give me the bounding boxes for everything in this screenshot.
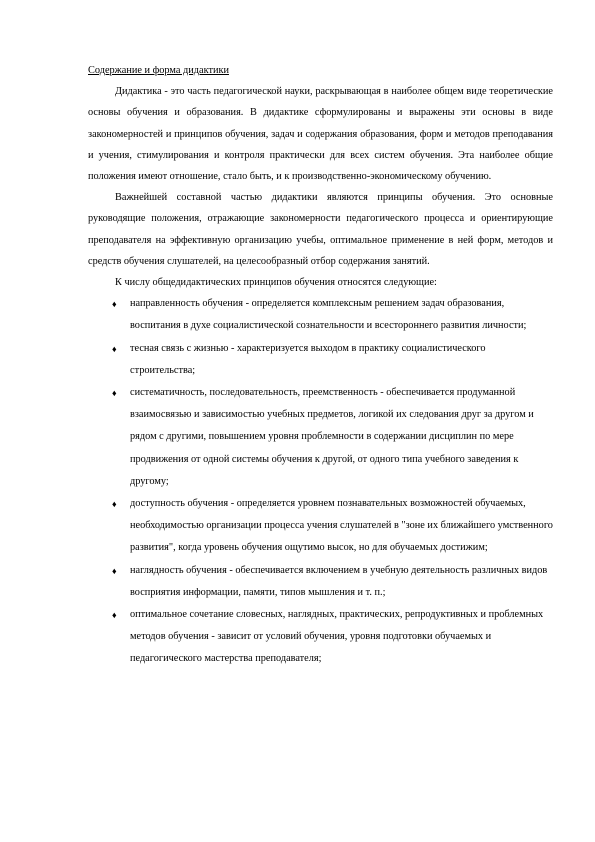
list-item bbox=[88, 560, 553, 604]
diamond-bullet-icon: ♦ bbox=[112, 499, 117, 510]
list-item bbox=[88, 293, 553, 337]
diamond-bullet-icon: ♦ bbox=[112, 565, 117, 576]
section-heading: Содержание и форма дидактики bbox=[88, 65, 229, 76]
list-item-text: наглядность обучения - обеспечивается включением в учебную деятельность различных видов восприятия информации, памяти, типов мышления и т. п.; bbox=[130, 564, 548, 598]
list-intro: К числу общедидактических принципов обучения относятся следующие: bbox=[115, 277, 437, 289]
list-item bbox=[88, 493, 553, 560]
list-item bbox=[88, 604, 553, 671]
list-item-text: тесная связь с жизнью - характеризуется выходом в практику социалистического строительства; bbox=[130, 342, 486, 376]
list-item-text: систематичность, последовательность, преемственность - обеспечивается продуманной взаимосвязью и зависимостью учебных предметов, логикой их следования друг за другом и рядом с другими, повышением уровня проблемности в содержании дисциплин по мере продвижения от одной системы обучения к другой, от одного типа учебного заведения к другому; bbox=[130, 387, 534, 487]
principles-list bbox=[88, 293, 553, 670]
list-item-text: направленность обучения - определяется комплексным решением задач образования, воспитания в духе социалистической сознательности и всестороннего развития личности; bbox=[130, 298, 527, 332]
diamond-bullet-icon: ♦ bbox=[112, 343, 117, 354]
diamond-bullet-icon: ♦ bbox=[112, 299, 117, 310]
list-item bbox=[88, 338, 553, 382]
document-page bbox=[88, 60, 553, 671]
list-item-text: доступность обучения - определяется уровнем познавательных возможностей обучаемых, необходимостью организации процесса учения слушателей в "зоне их ближайшего умственного развития", когда уровень обучения ощутимо высок, но для обучаемых достижим; bbox=[130, 498, 553, 554]
diamond-bullet-icon: ♦ bbox=[112, 388, 117, 399]
list-item bbox=[88, 382, 553, 493]
diamond-bullet-icon: ♦ bbox=[112, 610, 117, 621]
paragraph-didactics-definition: Дидактика - это часть педагогической науки, раскрывающая в наиболее общем виде теоретические основы обучения и образования. В дидактике сформулированы и выражены эти основы в виде закономерностей и принципов обучения, задач и содержания образования, форм и методов преподавания и учения, стимулирования и контроля практически для всех систем обучения. Эта наиболее общие положения имеют отношение, стало быть, и к производственно-экономическому обучению. bbox=[88, 86, 553, 183]
paragraph-principles-importance: Важнейшей составной частью дидактики являются принципы обучения. Это основные руководящие положения, отражающие закономерности педагогического процесса и ориентирующие преподавателя на эффективную организацию учебы, оптимальное применение в ней форм, методов и средств обучения слушателей, на целесообразный отбор содержания занятий. bbox=[88, 192, 553, 267]
list-item-text: оптимальное сочетание словесных, наглядных, практических, репродуктивных и проблемных методов обучения - зависит от условий обучения, уровня подготовки обучаемых и педагогического мастерства преподавателя; bbox=[130, 609, 544, 665]
